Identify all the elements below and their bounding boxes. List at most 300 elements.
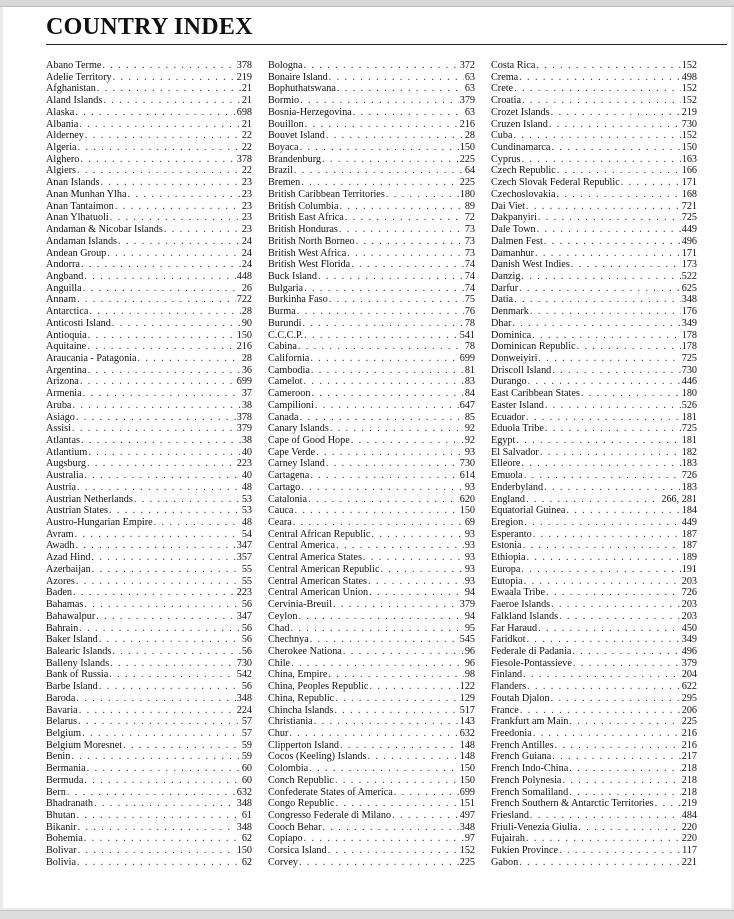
index-entry	[46, 822, 252, 834]
index-entry	[491, 529, 697, 541]
entry-page-number: 378	[236, 153, 252, 165]
entry-country-name: Corvey	[268, 856, 298, 868]
entry-country-name: Austria	[46, 481, 76, 493]
index-entry	[491, 224, 697, 236]
entry-page-number: 349	[681, 634, 697, 646]
dot-leader	[329, 294, 464, 306]
entry-page-number: 54	[241, 528, 252, 540]
index-entry	[491, 165, 697, 177]
entry-country-name: Bulgaria	[268, 282, 304, 294]
entry-country-name: Annam	[46, 294, 76, 306]
entry-page-number: 92	[464, 435, 475, 446]
index-entry	[491, 822, 697, 834]
dot-leader	[84, 775, 240, 787]
index-entry	[268, 212, 475, 224]
entry-country-name: Dai Viet	[491, 200, 525, 212]
entry-country-name: French Indo-China	[491, 763, 569, 775]
dot-leader	[301, 177, 458, 189]
entry-page-number: 38	[241, 435, 252, 446]
dot-leader	[109, 669, 235, 681]
entry-page-number: 93	[464, 540, 475, 552]
entry-page-number: 62	[241, 856, 252, 868]
index-entry	[268, 189, 475, 201]
dot-leader	[77, 294, 236, 306]
index-entry	[46, 177, 252, 189]
entry-country-name: Chincha Islands	[268, 704, 334, 716]
index-entry	[491, 576, 697, 588]
dot-leader	[110, 212, 241, 224]
index-entry	[491, 681, 697, 693]
entry-page-number: 23	[241, 224, 252, 236]
entry-page-number: 73	[464, 247, 475, 259]
entry-page-number: 152	[681, 60, 697, 71]
index-entry	[46, 599, 252, 611]
entry-country-name: British West Florida	[268, 259, 351, 271]
entry-country-name: Frankfurt am Main	[491, 716, 569, 728]
dot-leader	[300, 95, 459, 107]
index-entry	[268, 365, 475, 377]
index-entry	[491, 540, 697, 552]
entry-page-number: 129	[459, 692, 475, 704]
entry-country-name: Belgium	[46, 727, 82, 739]
entry-page-number: 180	[681, 388, 697, 400]
dot-leader	[356, 236, 464, 248]
index-entry	[268, 787, 475, 799]
index-entry	[268, 388, 475, 400]
dot-leader	[514, 130, 681, 142]
page-title: COUNTRY INDEX	[46, 14, 253, 40]
index-entry	[491, 505, 697, 517]
dot-leader	[577, 341, 681, 353]
entry-page-number: 90	[241, 317, 252, 329]
entry-page-number: 78	[464, 341, 475, 353]
entry-page-number: 220	[681, 821, 697, 833]
entry-country-name: Friuli-Venezia Giulia	[491, 821, 578, 833]
entry-page-number: 26	[241, 282, 252, 294]
entry-country-name: China, Peoples Republic	[268, 681, 369, 693]
index-entry	[268, 458, 475, 470]
dot-leader	[621, 177, 681, 189]
entry-country-name: Bophuthatswana	[268, 83, 336, 95]
entry-page-number: 203	[681, 575, 697, 587]
entry-country-name: Canada	[268, 411, 299, 423]
entry-country-name: Bouvet Island	[268, 130, 325, 142]
entry-page-number: 28	[241, 352, 252, 364]
index-entry	[46, 83, 252, 95]
dot-leader	[655, 798, 681, 810]
entry-page-number: 63	[464, 71, 475, 83]
entry-page-number: 28	[241, 306, 252, 318]
entry-country-name: Andaman Islands	[46, 235, 118, 247]
dot-leader	[512, 318, 680, 330]
dot-leader	[340, 740, 459, 752]
dot-leader	[304, 60, 459, 72]
entry-country-name: Bologna	[268, 60, 303, 71]
entry-page-number: 148	[459, 751, 475, 763]
index-entry	[268, 341, 475, 353]
dot-leader	[301, 482, 464, 494]
entry-country-name: Alghero	[46, 153, 80, 165]
index-entry	[268, 283, 475, 295]
index-entry	[46, 447, 252, 459]
entry-country-name: Bahamas	[46, 599, 84, 611]
entry-page-number: 84	[464, 388, 475, 400]
index-entry	[491, 376, 697, 388]
index-entry	[491, 271, 697, 283]
entry-page-number: 614	[459, 470, 475, 482]
dot-leader	[77, 165, 241, 177]
entry-country-name: Balearic Islands	[46, 645, 112, 657]
index-entry	[268, 634, 475, 646]
index-entry	[268, 505, 475, 517]
entry-country-name: Bosnia-Herzegovina	[268, 106, 352, 118]
entry-page-number: 449	[681, 517, 697, 529]
index-entry	[491, 810, 697, 822]
entry-country-name: Eutopia	[491, 575, 523, 587]
entry-page-number: 92	[464, 423, 475, 435]
entry-page-number: 526	[681, 399, 697, 411]
entry-page-number: 21	[241, 118, 252, 130]
dot-leader	[300, 412, 464, 424]
dot-leader	[110, 658, 236, 670]
entry-country-name: Finland	[491, 669, 523, 681]
dot-leader	[523, 540, 681, 552]
index-entry	[491, 716, 697, 728]
index-entry	[491, 107, 697, 119]
index-entry	[268, 646, 475, 658]
dot-leader	[87, 763, 241, 775]
entry-country-name: Elleore	[491, 458, 521, 470]
entry-country-name: Europa	[491, 563, 521, 575]
entry-country-name: Fujairah	[491, 833, 525, 845]
entry-country-name: Azerbaijan	[46, 563, 91, 575]
index-entry	[491, 458, 697, 470]
index-entry	[46, 611, 252, 623]
entry-page-number: 56	[241, 681, 252, 693]
entry-page-number: 60	[241, 763, 252, 775]
entry-country-name: Cyprus	[491, 153, 521, 165]
entry-country-name: Czechoslovakia	[491, 188, 556, 200]
dot-leader	[549, 119, 681, 131]
dot-leader	[572, 646, 680, 658]
dot-leader	[89, 306, 240, 318]
dot-leader	[83, 388, 241, 400]
index-entry	[268, 236, 475, 248]
entry-country-name: Alaska	[46, 106, 75, 118]
dot-leader	[380, 564, 463, 576]
dot-leader	[526, 833, 681, 845]
entry-page-number: 379	[236, 423, 252, 435]
entry-country-name: British West Africa	[268, 247, 347, 259]
entry-country-name: Chad	[268, 622, 290, 634]
entry-country-name: British Caribbean Territories	[268, 188, 385, 200]
dot-leader	[154, 517, 241, 529]
index-entry	[46, 365, 252, 377]
entry-country-name: Anguilla	[46, 282, 82, 294]
dot-leader	[521, 271, 680, 283]
entry-country-name: Cruzen Island	[491, 118, 548, 130]
index-entry	[46, 60, 252, 72]
index-entry	[268, 95, 475, 107]
dot-leader	[299, 857, 459, 869]
dot-leader	[81, 259, 241, 271]
entry-country-name: Anan Tantaimon	[46, 200, 114, 212]
index-entry	[491, 833, 697, 845]
entry-country-name: Buck Island	[268, 270, 317, 282]
index-entry	[46, 119, 252, 131]
entry-page-number: 93	[464, 528, 475, 540]
entry-country-name: Andaman & Nicobar Islands	[46, 224, 163, 236]
dot-leader	[538, 212, 681, 224]
entry-country-name: Danish West Indies	[491, 259, 570, 271]
entry-page-number: 150	[681, 142, 697, 154]
entry-page-number: 541	[459, 329, 475, 341]
index-column-3	[491, 60, 697, 869]
index-entry	[491, 306, 697, 318]
entry-country-name: Aland Islands	[46, 95, 103, 107]
index-entry	[491, 517, 697, 529]
index-entry	[46, 529, 252, 541]
entry-country-name: Bern	[46, 786, 66, 798]
entry-country-name: Durango	[491, 376, 527, 388]
entry-page-number: 96	[464, 657, 475, 669]
dot-leader	[571, 259, 681, 271]
index-entry	[268, 165, 475, 177]
dot-leader	[291, 658, 464, 670]
index-entry	[268, 587, 475, 599]
entry-country-name: Danzig	[491, 270, 521, 282]
entry-page-number: 63	[464, 83, 475, 95]
entry-country-name: Cape Verde	[268, 446, 316, 458]
index-entry	[46, 341, 252, 353]
entry-page-number: 40	[241, 470, 252, 482]
index-entry	[268, 716, 475, 728]
dot-leader	[519, 857, 681, 869]
dot-leader	[522, 95, 681, 107]
index-entry	[268, 564, 475, 576]
dot-leader	[337, 83, 464, 95]
entry-page-number: 93	[464, 563, 475, 575]
dot-leader	[559, 611, 681, 623]
entry-country-name: Brazil	[268, 165, 293, 177]
entry-country-name: Bolivia	[46, 856, 76, 868]
dot-leader	[527, 634, 681, 646]
dot-leader	[84, 833, 241, 845]
entry-page-number: 182	[681, 446, 697, 458]
dot-leader	[76, 693, 235, 705]
dot-leader	[304, 283, 464, 295]
index-entry	[268, 400, 475, 412]
entry-page-number: 347	[236, 610, 252, 622]
index-entry	[46, 142, 252, 154]
entry-country-name: Costa Rica	[491, 60, 536, 71]
entry-country-name: Armenia	[46, 388, 82, 400]
entry-country-name: Crozet Islands	[491, 106, 550, 118]
dot-leader	[519, 283, 681, 295]
entry-page-number: 150	[459, 142, 475, 154]
dot-leader	[310, 353, 458, 365]
entry-page-number: 181	[681, 435, 697, 446]
entry-country-name: Bhutan	[46, 810, 76, 821]
entry-country-name: Afghanistan	[46, 83, 96, 95]
entry-page-number: 150	[236, 329, 252, 341]
dot-leader	[92, 564, 241, 576]
entry-page-number: 23	[241, 212, 252, 224]
entry-page-number: 74	[464, 270, 475, 282]
dot-leader	[311, 388, 463, 400]
dot-leader	[532, 330, 681, 342]
dot-leader	[520, 705, 681, 717]
entry-country-name: East Caribbean States	[491, 388, 580, 400]
dot-leader	[557, 189, 681, 201]
entry-page-number: 225	[459, 153, 475, 165]
entry-page-number: 446	[681, 376, 697, 388]
index-entry	[268, 705, 475, 717]
index-column-2	[268, 60, 475, 869]
entry-page-number: 178	[681, 341, 697, 353]
entry-page-number: 96	[464, 645, 475, 657]
index-entry	[491, 611, 697, 623]
index-entry	[46, 587, 252, 599]
entry-page-number: 725	[681, 352, 697, 364]
index-entry	[491, 634, 697, 646]
index-entry	[46, 224, 252, 236]
entry-page-number: 93	[464, 446, 475, 458]
index-entry	[491, 470, 697, 482]
entry-page-number: 23	[241, 177, 252, 189]
dot-leader	[72, 400, 240, 412]
entry-country-name: France	[491, 704, 519, 716]
entry-country-name: Crete	[491, 83, 514, 95]
entry-country-name: Flanders	[491, 681, 527, 693]
entry-page-number: 448	[236, 270, 252, 282]
entry-country-name: Campilioni	[268, 399, 314, 411]
index-entry	[268, 470, 475, 482]
index-entry	[46, 857, 252, 869]
index-entry	[46, 236, 252, 248]
index-entry	[268, 845, 475, 857]
index-entry	[268, 857, 475, 869]
entry-country-name: Czech Slovak Federal Republic	[491, 177, 620, 189]
entry-page-number: 24	[241, 235, 252, 247]
entry-page-number: 223	[236, 458, 252, 470]
entry-page-number: 216	[681, 727, 697, 739]
entry-page-number: 28	[464, 130, 475, 142]
index-entry	[491, 236, 697, 248]
index-entry	[491, 259, 697, 271]
dot-leader	[75, 107, 235, 119]
index-entry	[46, 716, 252, 728]
entry-country-name: Chechnya	[268, 634, 309, 646]
dot-leader	[559, 845, 681, 857]
dot-leader	[85, 130, 241, 142]
dot-leader	[351, 435, 464, 447]
index-entry	[491, 763, 697, 775]
index-entry	[491, 845, 697, 857]
index-entry	[491, 318, 697, 330]
index-entry	[268, 669, 475, 681]
index-entry	[491, 599, 697, 611]
entry-country-name: England	[491, 493, 525, 505]
index-entry	[268, 599, 475, 611]
entry-country-name: British North Borneo	[268, 235, 355, 247]
entry-country-name: Dhar	[491, 317, 512, 329]
dot-leader	[79, 119, 241, 131]
entry-page-number: 178	[681, 329, 697, 341]
entry-page-number: 699	[236, 376, 252, 388]
entry-page-number: 72	[464, 212, 475, 224]
index-entry	[46, 505, 252, 517]
entry-country-name: Copiapo	[268, 833, 303, 845]
dot-leader	[164, 224, 241, 236]
entry-page-number: 218	[681, 774, 697, 786]
entry-country-name: Bavaria	[46, 704, 78, 716]
index-entry	[491, 552, 697, 564]
entry-country-name: French Southern & Antarctic Territories	[491, 798, 654, 810]
dot-leader	[298, 611, 463, 623]
index-entry	[268, 306, 475, 318]
dot-leader	[544, 236, 681, 248]
entry-country-name: Darfur	[491, 282, 519, 294]
index-entry	[46, 681, 252, 693]
entry-country-name: Brandenburg	[268, 153, 322, 165]
entry-country-name: Antarctica	[46, 306, 89, 318]
index-entry	[268, 775, 475, 787]
index-entry	[46, 154, 252, 166]
index-entry	[46, 552, 252, 564]
entry-country-name: Avram	[46, 528, 74, 540]
index-entry	[491, 775, 697, 787]
entry-page-number: 632	[459, 727, 475, 739]
entry-page-number: 180	[459, 188, 475, 200]
entry-country-name: Bohemia	[46, 833, 83, 845]
entry-country-name: Burkinha Faso	[268, 294, 328, 306]
dot-leader	[83, 283, 241, 295]
index-entry	[491, 212, 697, 224]
entry-country-name: Eregion	[491, 517, 524, 529]
entry-page-number: 61	[241, 810, 252, 821]
entry-page-number: 496	[681, 645, 697, 657]
entry-country-name: Datia	[491, 294, 514, 306]
entry-page-number: 632	[236, 786, 252, 798]
entry-page-number: 48	[241, 517, 252, 529]
dot-leader	[138, 353, 241, 365]
index-entry	[46, 294, 252, 306]
entry-page-number: 152	[681, 95, 697, 107]
entry-page-number: 517	[459, 704, 475, 716]
entry-country-name: Andean Group	[46, 247, 107, 259]
index-entry	[46, 810, 252, 822]
dot-leader	[94, 798, 236, 810]
dot-leader	[297, 306, 464, 318]
index-entry	[46, 412, 252, 424]
entry-country-name: Australia	[46, 470, 84, 482]
entry-country-name: British Honduras	[268, 224, 338, 236]
entry-page-number: 647	[459, 399, 475, 411]
dot-leader	[530, 306, 681, 318]
index-entry	[268, 576, 475, 588]
entry-country-name: Easter Island	[491, 399, 544, 411]
entry-country-name: Foutah Djalon	[491, 692, 550, 704]
entry-page-number: 498	[681, 71, 697, 83]
entry-country-name: Alderney	[46, 130, 84, 142]
entry-page-number: 484	[681, 810, 697, 821]
entry-country-name: Central African Republic	[268, 528, 371, 540]
entry-page-number: 725	[681, 212, 697, 224]
entry-page-number: 150	[459, 505, 475, 517]
index-entry	[268, 83, 475, 95]
entry-page-number: 348	[236, 692, 252, 704]
